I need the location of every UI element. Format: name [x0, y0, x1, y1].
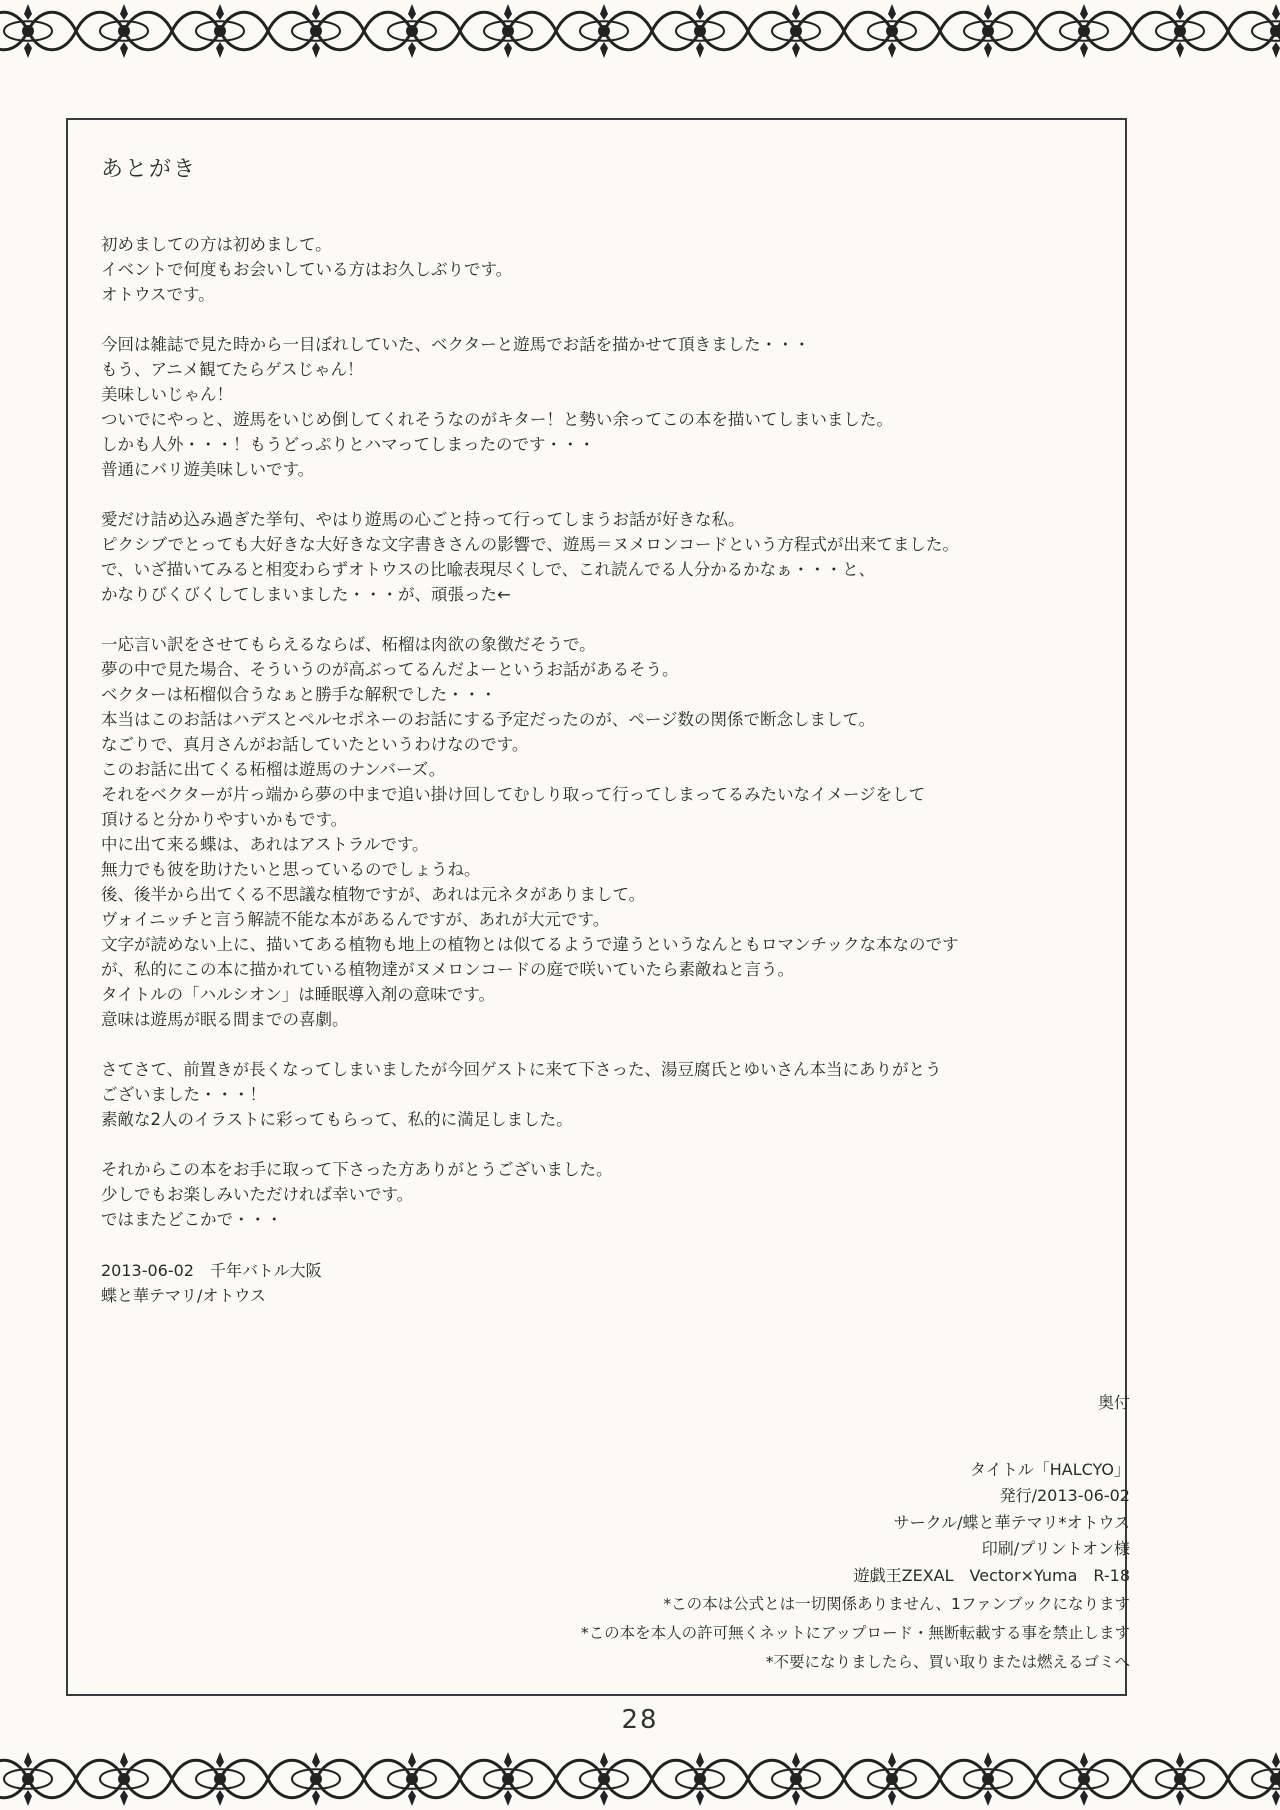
text-line: 無力でも彼を助けたいと思っているのでしょうね。 [101, 860, 481, 879]
colophon-genre: 遊戯王ZEXAL Vector×Yuma R-18 [853, 1565, 1130, 1585]
text-line: なごりで、真月さんがお話していたというわけなのです。 [101, 735, 529, 754]
text-line: 本当はこのお話はハデスとペルセポネーのお話にする予定だったのが、ページ数の関係で断念しまして。 [101, 710, 876, 729]
text-line: 頂けると分かりやすいかもです。 [101, 810, 348, 829]
afterword-paragraph [101, 632, 1131, 1032]
page-number: 28 [621, 1705, 659, 1735]
ornamental-border-bottom [0, 1748, 1280, 1810]
text-line: ベクターは柘榴似合うなぁと勝手な解釈でした・・・ [101, 685, 497, 704]
text-line: かなりびくびくしてしまいました・・・が、頑張った← [101, 585, 511, 604]
text-line: 初めましての方は初めまして。 [101, 235, 332, 254]
text-line: ございました・・・！ [101, 1085, 266, 1104]
text-line: 後、後半から出てくる不思議な植物ですが、あれは元ネタがありまして。 [101, 885, 646, 904]
text-line: それからこの本をお手に取って下さった方ありがとうございました。 [101, 1160, 613, 1179]
ornamental-border-top [0, 0, 1280, 62]
text-line: しかも人外・・・！もうどっぷりとハマってしまったのです・・・ [101, 435, 596, 454]
text-line: このお話に出てくる柘榴は遊馬のナンバーズ。 [101, 760, 446, 779]
text-line: オトウスです。 [101, 285, 215, 304]
note-item: *この本は公式とは一切関係ありません、1ファンブックになります [663, 1595, 1130, 1613]
afterword-heading: あとがき [101, 157, 198, 182]
afterword-paragraph [101, 332, 1131, 482]
text-line: 一応言い訳をさせてもらえるならば、柘榴は肉欲の象徴だそうで。 [101, 635, 596, 654]
text-line: ではまたどこかで・・・ [101, 1210, 283, 1229]
text-line: 文字が読めない上に、描いてある植物も地上の植物とは似てるようで違うというなんともロマンチックな本なのです [101, 935, 959, 954]
text-line: さてさて、前置きが長くなってしまいましたが今回ゲストに来て下さった、湯豆腐氏とゆいさん本当にありがとう [101, 1060, 942, 1079]
afterword-paragraph [101, 232, 1131, 307]
text-line: 普通にバリ遊美味しいです。 [101, 460, 315, 479]
afterword-paragraph [101, 1057, 1131, 1132]
note-item: *この本を本人の許可無くネットにアップロード・無断転載する事を禁止します [580, 1624, 1130, 1642]
text-line: ヴォイニッチと言う解読不能な本があるんですが、あれが大元です。 [101, 910, 610, 929]
note-item: *不要になりましたら、買い取りまたは燃えるゴミへ [765, 1653, 1130, 1671]
text-line: 意味は遊馬が眠る間までの喜劇。 [101, 1010, 349, 1029]
text-line: 美味しいじゃん！ [101, 385, 233, 404]
signature-circle-author: 蝶と華テマリ/オトウス [101, 1286, 266, 1305]
afterword-paragraph [101, 1157, 1131, 1232]
text-line: もう、アニメ観てたらゲスじゃん！ [101, 360, 364, 379]
text-line: 夢の中で見た場合、そういうのが高ぶってるんだよーというお話があるそう。 [101, 660, 679, 679]
signature [101, 1258, 322, 1308]
afterword-paragraph [101, 507, 1131, 607]
afterword-body [101, 232, 1131, 1257]
text-line: 中に出て来る蝶は、あれはアストラルです。 [101, 835, 429, 854]
colophon-title: タイトル「HALCYO」 [970, 1459, 1130, 1479]
text-line: 愛だけ詰め込み過ぎた挙句、やはり遊馬の心ごと持って行ってしまうお話が好きな私。 [101, 510, 745, 529]
text-line: 今回は雑誌で見た時から一目ぼれしていた、ベクターと遊馬でお話を描かせて頂きました・・・ [101, 335, 811, 354]
text-line: で、いざ描いてみると相変わらずオトウスの比喩表現尽くしで、これ読んでる人分かるかなぁ・・・と、 [101, 560, 876, 579]
colophon-heading: 奥付 [1097, 1393, 1130, 1412]
colophon [854, 1390, 1130, 1589]
text-line: タイトルの「ハルシオン」は睡眠導入剤の意味です。 [101, 985, 495, 1004]
colophon-circle: サークル/蝶と華テマリ*オトウス [893, 1512, 1130, 1532]
disclaimer-notes [581, 1590, 1130, 1677]
signature-date-event: 2013-06-02 千年バトル大阪 [101, 1261, 322, 1280]
text-line: ついでにやっと、遊馬をいじめ倒してくれそうなのがキター！と勢い余ってこの本を描いてしまいました。 [101, 410, 893, 429]
colophon-printer: 印刷/プリントオン様 [981, 1539, 1130, 1558]
text-line: 少しでもお楽しみいただければ幸いです。 [101, 1185, 414, 1204]
text-line: それをベクターが片っ端から夢の中まで追い掛け回してむしり取って行ってしまってるみたいなイメージをして [101, 785, 926, 804]
text-line: ピクシブでとっても大好きな大好きな文字書きさんの影響で、遊馬＝ヌメロンコードという方程式が出来てました。 [101, 535, 959, 554]
colophon-issue-date: 発行/2013-06-02 [999, 1486, 1130, 1505]
text-line: が、私的にこの本に描かれている植物達がヌメロンコードの庭で咲いていたら素敵ねと言う。 [101, 960, 794, 979]
text-line: 素敵な2人のイラストに彩ってもらって、私的に満足しました。 [101, 1110, 573, 1129]
text-line: イベントで何度もお会いしている方はお久しぶりです。 [101, 260, 513, 279]
